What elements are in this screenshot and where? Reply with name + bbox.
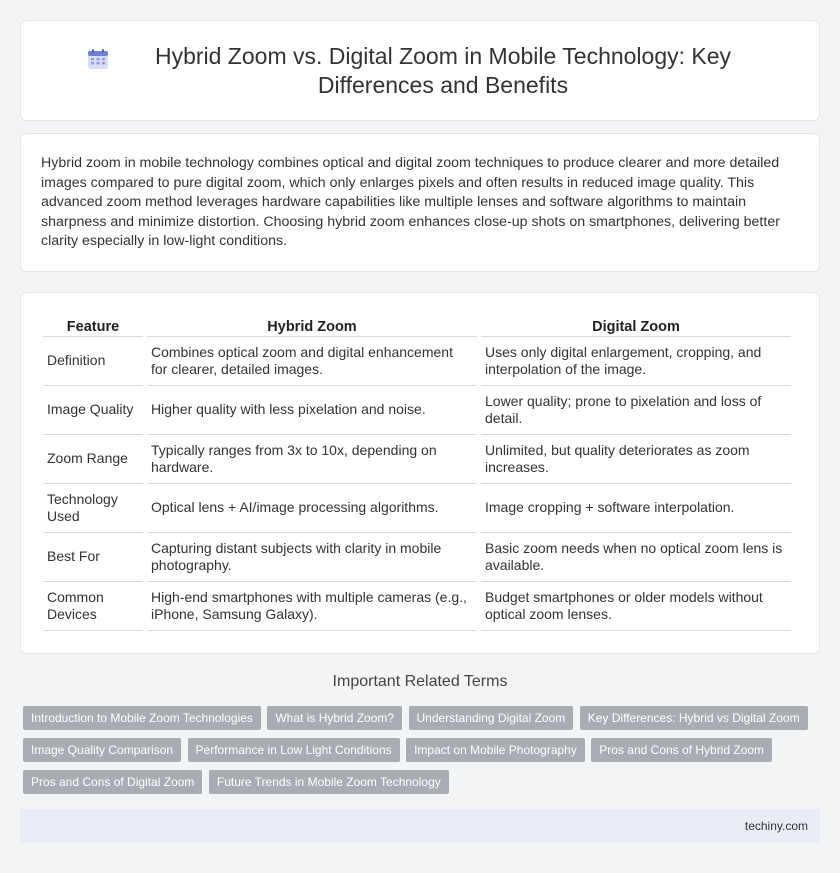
related-term-tag[interactable]: Introduction to Mobile Zoom Technologies — [23, 706, 261, 730]
feature-cell: Best For — [43, 533, 143, 582]
table-row — [43, 435, 791, 484]
digital-cell: Basic zoom needs when no optical zoom lens is available. — [481, 533, 791, 582]
hybrid-cell: Typically ranges from 3x to 10x, depending on hardware. — [147, 435, 477, 484]
table-row — [43, 484, 791, 533]
hybrid-cell: High-end smartphones with multiple cameras (e.g., iPhone, Samsung Galaxy). — [147, 582, 477, 631]
hybrid-cell: Combines optical zoom and digital enhancement for clearer, detailed images. — [147, 337, 477, 386]
feature-cell: Zoom Range — [43, 435, 143, 484]
calendar-icon — [87, 48, 109, 70]
related-terms-title: Important Related Terms — [332, 673, 508, 690]
related-term-tag[interactable]: Impact on Mobile Photography — [406, 738, 585, 762]
related-term-tag[interactable]: Key Differences: Hybrid vs Digital Zoom — [580, 706, 808, 730]
related-term-tag[interactable]: Performance in Low Light Conditions — [188, 738, 400, 762]
table-row — [43, 337, 791, 386]
digital-cell: Uses only digital enlargement, cropping, and interpolation of the image. — [481, 337, 791, 386]
header-card — [20, 20, 820, 121]
related-term-tag[interactable]: Future Trends in Mobile Zoom Technology — [209, 770, 449, 794]
hybrid-cell: Optical lens + AI/image processing algorithms. — [147, 484, 477, 533]
column-header-hybrid-zoom: Hybrid Zoom — [147, 315, 477, 337]
table-row — [43, 386, 791, 435]
related-term-tag[interactable]: Pros and Cons of Digital Zoom — [23, 770, 202, 794]
related-terms-list — [23, 706, 823, 802]
feature-cell: Common Devices — [43, 582, 143, 631]
comparison-table-card — [20, 292, 820, 654]
column-header-feature: Feature — [43, 315, 143, 337]
related-term-tag[interactable]: What is Hybrid Zoom? — [267, 706, 402, 730]
footer-site-link[interactable]: techiny.com — [744, 818, 808, 833]
digital-cell: Image cropping + software interpolation. — [481, 484, 791, 533]
related-term-tag[interactable]: Understanding Digital Zoom — [409, 706, 574, 730]
table-row — [43, 533, 791, 582]
page-title: Hybrid Zoom vs. Digital Zoom in Mobile Technology: Key Differences and Benefits — [154, 42, 732, 98]
related-term-tag[interactable]: Pros and Cons of Hybrid Zoom — [591, 738, 772, 762]
table-row — [43, 582, 791, 631]
digital-cell: Lower quality; prone to pixelation and loss of detail. — [481, 386, 791, 435]
footer — [20, 809, 820, 842]
feature-cell: Image Quality — [43, 386, 143, 435]
column-header-digital-zoom: Digital Zoom — [481, 315, 791, 337]
hybrid-cell: Higher quality with less pixelation and noise. — [147, 386, 477, 435]
related-term-tag[interactable]: Image Quality Comparison — [23, 738, 181, 762]
intro-card — [20, 133, 820, 272]
table-header-row — [43, 315, 791, 337]
feature-cell: Definition — [43, 337, 143, 386]
digital-cell: Unlimited, but quality deteriorates as zoom increases. — [481, 435, 791, 484]
feature-cell: Technology Used — [43, 484, 143, 533]
comparison-table — [39, 315, 795, 631]
hybrid-cell: Capturing distant subjects with clarity in mobile photography. — [147, 533, 477, 582]
digital-cell: Budget smartphones or older models without optical zoom lenses. — [481, 582, 791, 631]
intro-paragraph: Hybrid zoom in mobile technology combines optical and digital zoom techniques to produce clearer and more detailed images compared to pure digital zoom, which only enlarges pixels and often results in reduced image quality. This advanced zoom method leverages hardware capabilities like multiple lenses and software algorithms to maintain sharpness and minimize distortion. Choosing hybrid zoom enhances close-up shots on smartphones, delivering better clarity especially in low-light conditions. — [41, 155, 780, 250]
